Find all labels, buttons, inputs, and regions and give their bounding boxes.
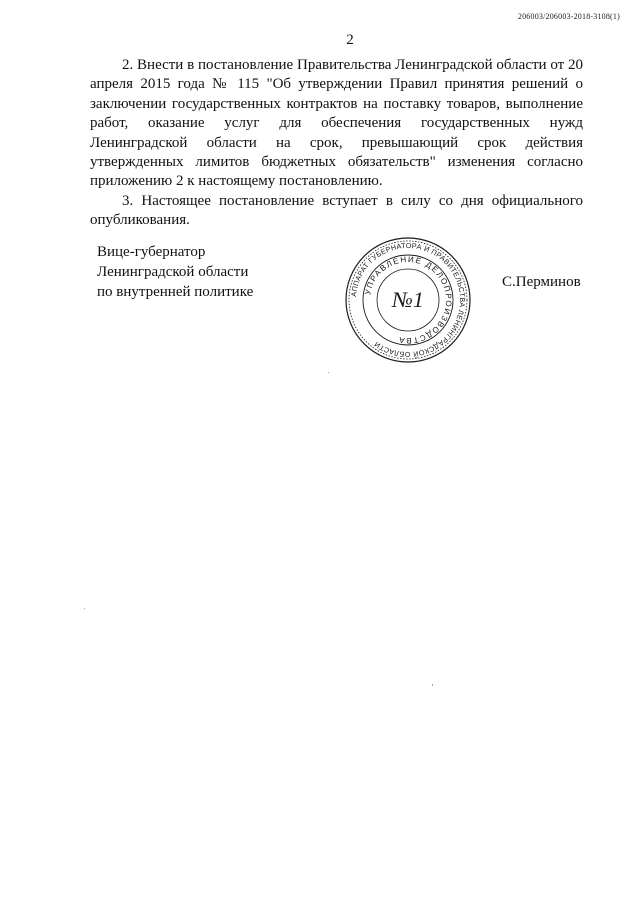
signature-position-line-1: Вице-губернатор [97,244,206,260]
page-number: 2 [346,32,354,48]
signature-position [97,242,253,302]
signatory-name: С.Перминов [502,274,581,290]
document-id: 206003/206003-2018-3108(1) [517,12,620,21]
signature-position-line-2: Ленинградской области [97,264,249,280]
signature-position-line-3: по внутренней политике [97,284,254,300]
scan-speck [84,608,85,609]
scan-speck [432,684,433,686]
stamp-inner-text: УПРАВЛЕНИЕ ДЕЛОПРОИЗВОДСТВА [363,254,454,346]
stamp-center-text: №1 [392,287,424,312]
document-body [90,56,583,231]
paragraph-3: 3. Настоящее постановление вступает в силу со дня официального опубликования. [90,192,583,229]
scan-speck [328,372,329,373]
official-stamp [344,236,472,364]
paragraph-2: 2. Внести в постановление Правительства Ленинградской области от 20 апреля 2015 года № 115 "Об утверждении Правил принятия решений о заключении государственных контрактов на поставку товаров, выполнение работ, оказание услуг для обеспечения государственных нужд Ленинградской области на срок, превышающий срок действия утвержденных лимитов бюджетных обязательств" изменения согласно приложению 2 к настоящему постановлению. [90,57,583,190]
stamp-outer-text: АППАРАТ ГУБЕРНАТОРА И ПРАВИТЕЛЬСТВА ЛЕНИНГРАДСКОЙ ОБЛАСТИ [349,240,468,360]
